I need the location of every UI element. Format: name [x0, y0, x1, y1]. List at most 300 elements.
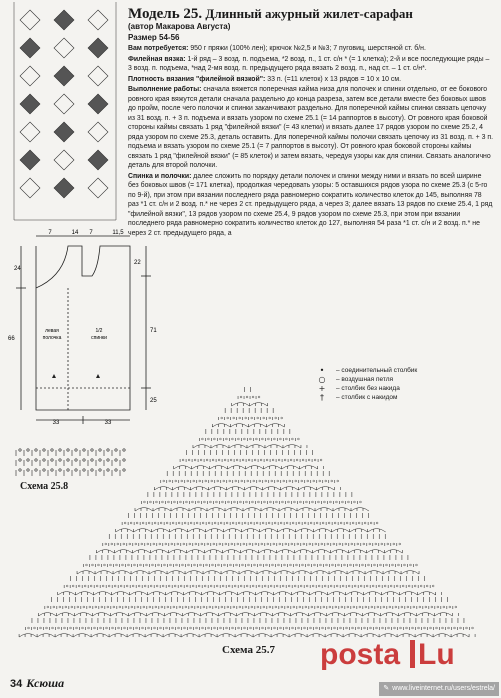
chain-mark	[156, 501, 158, 503]
chain-mark	[389, 606, 391, 608]
chain-mark	[72, 585, 74, 587]
chain-mark	[360, 585, 362, 587]
single-crochet-icon: +	[318, 383, 326, 393]
chain-mark	[284, 564, 286, 566]
chain-mark	[297, 543, 299, 545]
chain-mark	[289, 480, 291, 482]
chain-mark	[218, 459, 220, 461]
chain-mark	[413, 606, 415, 608]
chain-mark	[296, 459, 298, 461]
chain-mark	[99, 449, 101, 451]
chain-mark	[226, 438, 228, 440]
chain-mark	[268, 438, 270, 440]
chain-mark	[326, 564, 328, 566]
chain-mark	[460, 627, 462, 629]
chain-mark	[181, 480, 183, 482]
chain-mark	[334, 522, 336, 524]
chain-mark	[243, 543, 245, 545]
chain-mark	[271, 480, 273, 482]
chain-mark	[135, 543, 137, 545]
chain-mark	[246, 585, 248, 587]
chain-mark	[214, 522, 216, 524]
watermark-url: www.liveinternet.ru/users/estrela/	[392, 685, 495, 692]
chain-mark	[340, 522, 342, 524]
chain-mark	[198, 501, 200, 503]
chain-mark	[302, 459, 304, 461]
chain-mark	[76, 627, 78, 629]
chain-mark	[275, 606, 277, 608]
chain-mark	[196, 522, 198, 524]
chain-mark	[335, 606, 337, 608]
chain-mark	[194, 459, 196, 461]
chain-mark	[144, 501, 146, 503]
chain-mark	[124, 522, 126, 524]
chain-mark	[227, 417, 229, 419]
lock-icon: ✎	[383, 685, 390, 692]
chain-mark	[202, 522, 204, 524]
chain-mark	[210, 585, 212, 587]
chain-mark	[318, 501, 320, 503]
model-title	[128, 6, 494, 22]
chain-mark	[107, 469, 109, 471]
chain-mark	[282, 585, 284, 587]
chain-mark	[282, 501, 284, 503]
chain-mark	[318, 585, 320, 587]
chain-mark	[160, 522, 162, 524]
chain-mark	[342, 585, 344, 587]
chain-mark	[214, 438, 216, 440]
instructions-column	[128, 6, 494, 238]
chain-mark	[51, 469, 53, 471]
chain-mark	[416, 564, 418, 566]
chain-mark	[197, 606, 199, 608]
legend-row	[314, 393, 494, 402]
dim-bottom-left: 33	[52, 420, 60, 426]
chain-mark	[172, 522, 174, 524]
chain-mark	[34, 627, 36, 629]
chain-mark	[247, 480, 249, 482]
chain-mark	[273, 543, 275, 545]
chain-mark	[303, 543, 305, 545]
chain-mark	[255, 543, 257, 545]
chain-mark	[65, 606, 67, 608]
chain-mark	[298, 438, 300, 440]
chain-mark	[283, 480, 285, 482]
chain-mark	[107, 606, 109, 608]
chain-mark	[344, 564, 346, 566]
arch-mark	[96, 550, 402, 554]
chain-mark	[180, 501, 182, 503]
chain-mark	[84, 585, 86, 587]
chain-mark	[86, 564, 88, 566]
chain-mark	[272, 564, 274, 566]
chain-mark	[171, 543, 173, 545]
legend-label: – воздушная петля	[336, 375, 394, 383]
chain-mark	[376, 627, 378, 629]
chain-mark	[287, 606, 289, 608]
chain-mark	[100, 627, 102, 629]
chain-mark	[184, 522, 186, 524]
chain-mark	[204, 585, 206, 587]
chain-mark	[280, 627, 282, 629]
chain-mark	[160, 627, 162, 629]
chain-mark	[298, 627, 300, 629]
chain-mark	[360, 501, 362, 503]
chain-mark	[400, 627, 402, 629]
chain-mark	[91, 469, 93, 471]
chain-mark	[112, 627, 114, 629]
chain-mark	[259, 480, 261, 482]
chain-mark	[268, 522, 270, 524]
chain-mark	[67, 459, 69, 461]
chain-mark	[306, 585, 308, 587]
chain-mark	[94, 627, 96, 629]
chain-mark	[110, 564, 112, 566]
chain-mark	[226, 522, 228, 524]
chain-mark	[78, 585, 80, 587]
chain-mark	[59, 449, 61, 451]
chain-mark	[380, 564, 382, 566]
chain-mark	[174, 585, 176, 587]
double-crochet-icon: †	[320, 392, 324, 402]
chain-mark	[202, 438, 204, 440]
chain-mark	[432, 585, 434, 587]
chain-mark	[200, 459, 202, 461]
chain-mark	[128, 564, 130, 566]
chain-mark	[142, 522, 144, 524]
chain-mark	[257, 417, 259, 419]
chain-mark	[254, 564, 256, 566]
chain-mark	[216, 585, 218, 587]
chain-mark	[321, 543, 323, 545]
chain-mark	[316, 627, 318, 629]
chain-mark	[230, 564, 232, 566]
chain-mark	[424, 627, 426, 629]
chain-mark	[246, 396, 248, 398]
chain-mark	[295, 480, 297, 482]
chain-mark	[366, 585, 368, 587]
chain-mark	[304, 522, 306, 524]
chain-mark	[249, 543, 251, 545]
chain-mark	[390, 585, 392, 587]
chain-mark	[351, 543, 353, 545]
legend-label: – столбик без накида	[336, 384, 400, 392]
chain-mark	[43, 459, 45, 461]
chain-mark	[189, 543, 191, 545]
chain-mark	[106, 627, 108, 629]
chain-mark	[83, 459, 85, 461]
chain-mark	[266, 459, 268, 461]
chain-mark	[240, 396, 242, 398]
chain-mark	[143, 606, 145, 608]
chain-mark	[119, 606, 121, 608]
chain-mark	[288, 501, 290, 503]
chain-mark	[346, 522, 348, 524]
chain-mark	[155, 606, 157, 608]
chain-mark	[111, 543, 113, 545]
chain-mark	[216, 501, 218, 503]
chain-mark	[348, 585, 350, 587]
chain-mark	[140, 564, 142, 566]
chain-mark	[238, 438, 240, 440]
chain-mark	[383, 606, 385, 608]
back-front-paragraph	[128, 172, 494, 239]
chain-mark	[288, 585, 290, 587]
chain-mark	[306, 501, 308, 503]
chain-mark	[46, 627, 48, 629]
chain-mark	[340, 627, 342, 629]
chain-mark	[292, 522, 294, 524]
chain-mark	[374, 564, 376, 566]
chain-mark	[324, 585, 326, 587]
dim-top-2: 14	[71, 230, 79, 236]
chain-mark	[176, 564, 178, 566]
chain-mark	[172, 627, 174, 629]
chain-mark	[117, 543, 119, 545]
dim-right-mid: 71	[150, 328, 157, 334]
chain-mark	[244, 522, 246, 524]
chain-mark	[384, 585, 386, 587]
chain-mark	[194, 564, 196, 566]
chain-mark	[27, 469, 29, 471]
chain-mark	[329, 606, 331, 608]
chain-mark	[218, 564, 220, 566]
chain-mark	[156, 585, 158, 587]
chain-mark	[241, 480, 243, 482]
chain-mark	[322, 627, 324, 629]
chain-mark	[268, 627, 270, 629]
chain-mark	[352, 627, 354, 629]
chain-mark	[148, 522, 150, 524]
chain-mark	[168, 585, 170, 587]
chain-mark	[368, 564, 370, 566]
chain-mark	[92, 564, 94, 566]
chain-mark	[115, 449, 117, 451]
chain-mark	[131, 606, 133, 608]
chain-mark	[420, 585, 422, 587]
chain-mark	[210, 501, 212, 503]
chain-mark	[64, 627, 66, 629]
chain-mark	[167, 606, 169, 608]
chain-mark	[333, 543, 335, 545]
chain-mark	[327, 543, 329, 545]
dim-bottom-right: 33	[104, 420, 112, 426]
chain-mark	[154, 522, 156, 524]
legend-label: – столбик с накидом	[336, 393, 398, 401]
chain-mark	[425, 606, 427, 608]
chain-mark	[144, 585, 146, 587]
legend-row	[314, 384, 494, 393]
chain-mark	[208, 438, 210, 440]
chain-mark	[83, 449, 85, 451]
chain-mark	[272, 459, 274, 461]
chain-mark	[206, 459, 208, 461]
chain-mark	[165, 543, 167, 545]
chain-mark	[354, 501, 356, 503]
chain-mark	[262, 627, 264, 629]
svg-text:posta: posta	[320, 638, 401, 671]
chain-mark	[410, 564, 412, 566]
chain-mark	[196, 627, 198, 629]
chain-mark	[345, 543, 347, 545]
chain-mark	[300, 501, 302, 503]
chain-mark	[238, 522, 240, 524]
chain-mark	[364, 627, 366, 629]
chain-mark	[47, 606, 49, 608]
chain-mark	[330, 585, 332, 587]
chain-mark	[178, 522, 180, 524]
chain-mark	[182, 459, 184, 461]
chain-mark	[274, 522, 276, 524]
chain-mark	[291, 543, 293, 545]
chain-mark	[91, 449, 93, 451]
chain-mark	[285, 543, 287, 545]
chain-mark	[51, 459, 53, 461]
chain-mark	[163, 480, 165, 482]
chain-mark	[412, 627, 414, 629]
dim-top-4: 11,5	[112, 230, 124, 236]
chain-mark	[52, 627, 54, 629]
chain-mark	[431, 606, 433, 608]
chain-mark	[314, 564, 316, 566]
filet-paragraph	[128, 55, 494, 74]
chain-mark	[392, 564, 394, 566]
chain-mark	[130, 627, 132, 629]
chain-mark	[123, 459, 125, 461]
chain-mark	[274, 627, 276, 629]
chain-mark	[242, 459, 244, 461]
chain-mark	[316, 522, 318, 524]
chain-mark	[168, 501, 170, 503]
chain-mark	[317, 606, 319, 608]
chain-mark	[330, 501, 332, 503]
chain-mark	[220, 522, 222, 524]
chain-mark	[262, 522, 264, 524]
chain-mark	[141, 543, 143, 545]
chain-mark	[334, 627, 336, 629]
chain-mark	[269, 606, 271, 608]
chain-mark	[101, 606, 103, 608]
chain-mark	[27, 449, 29, 451]
url-watermark	[379, 682, 499, 696]
chain-mark	[130, 522, 132, 524]
chain-mark	[402, 585, 404, 587]
chain-mark	[59, 606, 61, 608]
materials-text: 950 г пряжи (100% лен); крючок №2,5 и №3; 7 пуговиц, шерстяной ст. б/н.	[188, 45, 426, 52]
chain-mark	[148, 627, 150, 629]
chain-mark	[185, 606, 187, 608]
chain-mark	[225, 543, 227, 545]
chain-mark	[208, 522, 210, 524]
chain-mark	[395, 606, 397, 608]
chain-mark	[224, 459, 226, 461]
chain-mark	[35, 449, 37, 451]
chain-mark	[123, 543, 125, 545]
chain-mark	[328, 627, 330, 629]
chain-mark	[426, 585, 428, 587]
dim-left-upper: 24	[14, 266, 21, 272]
chain-mark	[132, 585, 134, 587]
chain-mark	[173, 606, 175, 608]
chain-mark	[35, 469, 37, 471]
chain-mark	[430, 627, 432, 629]
chain-mark	[217, 480, 219, 482]
chain-mark	[232, 627, 234, 629]
page-footer	[10, 676, 64, 691]
chain-mark	[220, 438, 222, 440]
chain-mark	[230, 459, 232, 461]
chain-mark	[83, 469, 85, 471]
chain-mark	[310, 627, 312, 629]
chain-mark	[199, 480, 201, 482]
arch-mark	[77, 571, 419, 575]
chain-mark	[382, 627, 384, 629]
chain-mark	[186, 585, 188, 587]
chain-mark	[208, 627, 210, 629]
chain-mark	[214, 627, 216, 629]
chain-mark	[307, 480, 309, 482]
chain-mark	[264, 501, 266, 503]
chain-mark	[19, 459, 21, 461]
chain-mark	[233, 417, 235, 419]
chain-mark	[358, 522, 360, 524]
chain-mark	[136, 522, 138, 524]
chain-mark	[448, 627, 450, 629]
chain-mark	[332, 564, 334, 566]
chain-mark	[257, 606, 259, 608]
chain-mark	[159, 543, 161, 545]
chain-mark	[281, 417, 283, 419]
chain-mark	[356, 564, 358, 566]
chain-mark	[372, 585, 374, 587]
work-paragraph	[128, 85, 494, 171]
chain-mark	[357, 543, 359, 545]
chain-mark	[386, 564, 388, 566]
chain-mark	[277, 480, 279, 482]
density-paragraph	[128, 75, 494, 85]
chain-mark	[35, 459, 37, 461]
chain-mark	[436, 627, 438, 629]
chain-mark	[209, 606, 211, 608]
chain-mark	[123, 469, 125, 471]
page-number: 34	[10, 678, 23, 690]
chain-mark	[292, 627, 294, 629]
chain-mark	[75, 459, 77, 461]
chain-mark	[51, 449, 53, 451]
chain-mark	[276, 501, 278, 503]
chain-mark	[240, 585, 242, 587]
chain-mark	[19, 469, 21, 471]
chain-mark	[232, 438, 234, 440]
chain-mark	[166, 627, 168, 629]
chain-mark	[442, 627, 444, 629]
chain-mark	[224, 564, 226, 566]
chain-mark	[166, 522, 168, 524]
chain-mark	[95, 606, 97, 608]
chain-mark	[286, 438, 288, 440]
chain-mark	[70, 627, 72, 629]
chain-mark	[279, 543, 281, 545]
chain-mark	[254, 459, 256, 461]
chain-mark	[152, 564, 154, 566]
chain-mark	[238, 627, 240, 629]
chain-mark	[115, 469, 117, 471]
chain-mark	[234, 501, 236, 503]
legend-row	[314, 366, 494, 375]
chain-mark	[186, 501, 188, 503]
chain-mark	[67, 449, 69, 451]
chain-mark	[213, 543, 215, 545]
